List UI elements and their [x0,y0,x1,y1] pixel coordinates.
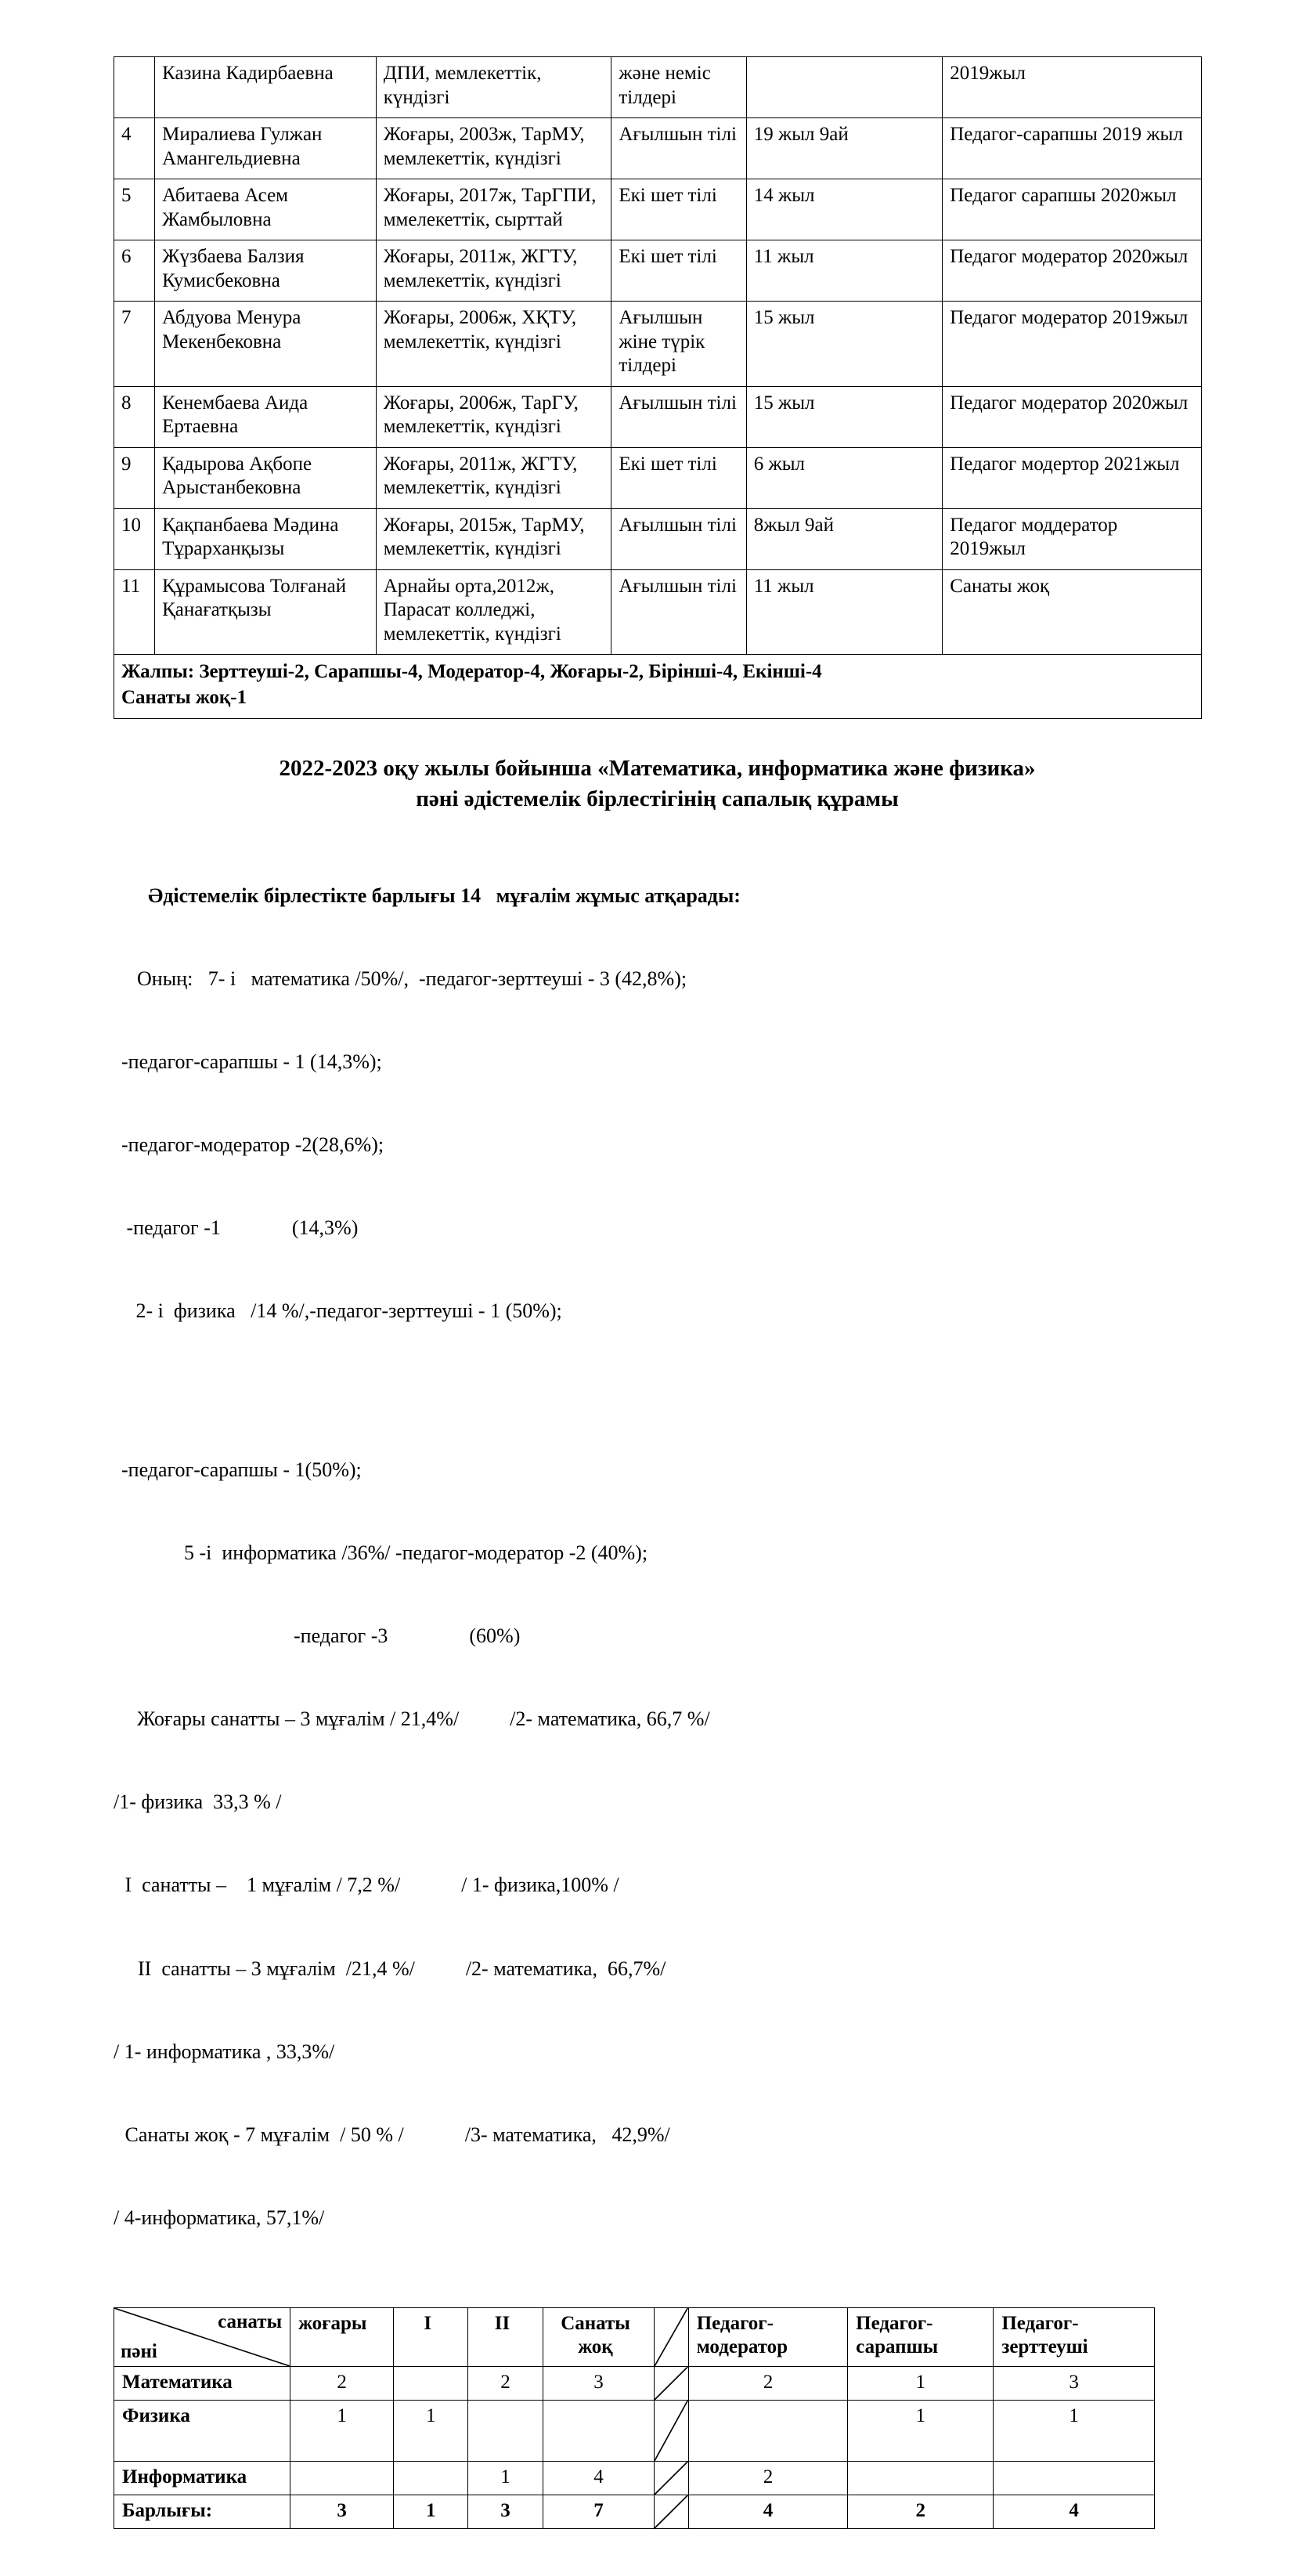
cell-subject: Ағылшын тілі [611,508,746,569]
matrix-cell: 3 [290,2495,394,2528]
matrix-cell: 3 [543,2366,655,2400]
matrix-col-header-5: Педагог-модератор [688,2307,847,2366]
body-line-7: -педагог-сарапшы - 1(50%); [121,1458,362,1482]
cell-subject: Екі шет тілі [611,240,746,302]
matrix-cell [468,2400,543,2461]
cell-subject: және неміс тілдері [611,57,746,118]
body-line-3: -педагог-сарапшы - 1 (14,3%); [121,1050,382,1073]
body-line-14: / 1- информатика , 33,3%/ [114,2039,335,2063]
cell-education: Жоғары, 2006ж, ТарГУ, мемлекеттік, күндізгі [376,386,611,447]
cell-education: Арнайы орта,2012ж, Парасат колледжі, мемлекеттік, күндізгі [376,569,611,655]
matrix-cell: 3 [994,2366,1155,2400]
diagonal-line-icon [655,2308,687,2366]
table-row [114,569,1202,655]
matrix-blank-cell [655,2461,688,2495]
matrix-cell [848,2461,994,2495]
summary-line-1: Жалпы: Зерттеуші-2, Сарапшы-4, Модератор-4, Жоғары-2, Бірінші-4, Екінші-4 [121,661,822,682]
cell-experience [746,57,943,118]
body-line-6: 2- і физика /14 %/,-педагог-зерттеуші - 1 (50%); [131,1299,562,1323]
matrix-cell [994,2461,1155,2495]
matrix-col-header-0: жоғары [290,2307,394,2366]
cell-subject: Ағылшын жіне түрік тілдері [611,302,746,387]
matrix-row [114,2366,1155,2400]
cell-subject: Ағылшын тілі [611,118,746,179]
table-row [114,447,1202,508]
matrix-cell: 4 [543,2461,655,2495]
cell-experience: 15 жыл [746,302,943,387]
matrix-corner-bottom-label: пәні [121,2340,157,2362]
cell-number: 7 [114,302,155,387]
cell-number: 5 [114,179,155,240]
summary-line-2: Санаты жоқ-1 [121,686,247,708]
cell-number: 6 [114,240,155,302]
matrix-col-header-3: Санаты жоқ [543,2307,655,2366]
cell-number [114,57,155,118]
cell-category: 2019жыл [943,57,1202,118]
body-spacer [114,1380,1201,1400]
cell-education: Жоғары, 2011ж, ЖГТУ, мемлекеттік, күндізгі [376,447,611,508]
cell-experience: 19 жыл 9ай [746,118,943,179]
matrix-corner-top-label: санаты [218,2310,283,2332]
heading-line-1: 2022-2023 оқу жылы бойынша «Математика, информатика және физика» [279,756,1036,781]
table-row [114,118,1202,179]
body-line-16: / 4-информатика, 57,1%/ [114,2206,325,2229]
cell-education: Жоғары, 2011ж, ЖГТУ, мемлекеттік, күндізгі [376,240,611,302]
matrix-col-header-6: Педагог-сарапшы [848,2307,994,2366]
cell-category: Педагог-сарапшы 2019 жыл [943,118,1202,179]
matrix-body [114,2307,1155,2528]
matrix-cell: 1 [848,2400,994,2461]
cell-name: Жүзбаева Балзия Кумисбековна [155,240,377,302]
cell-name: Казина Кадирбаевна [155,57,377,118]
table-row [114,386,1202,447]
summary-paragraphs [114,826,1201,2287]
matrix-cell: 4 [688,2495,847,2528]
table-row [114,57,1202,118]
matrix-cell [394,2366,468,2400]
diagonal-line-icon [655,2401,687,2461]
cell-education: ДПИ, мемлекеттік, күндізгі [376,57,611,118]
roster-body [114,57,1202,719]
matrix-cell: 1 [394,2495,468,2528]
matrix-header-row [114,2307,1155,2366]
matrix-row-label: Барлығы: [114,2495,290,2528]
cell-subject: Ағылшын тілі [611,569,746,655]
matrix-blank-header [655,2307,688,2366]
cell-name: Миралиева Гулжан Амангельдиевна [155,118,377,179]
body-line-2: Оның: 7- і математика /50%/, -педагог-зерттеуші - 3 (42,8%); [137,966,687,990]
matrix-cell: 1 [994,2400,1155,2461]
diagonal-line-icon [655,2495,687,2528]
body-line-15: Санаты жоқ - 7 мұғалім / 50 % / /3- математика, 42,9%/ [120,2123,670,2146]
body-line-10: Жоғары санатты – 3 мұғалім / 21,4%/ /2- математика, 66,7 %/ [137,1707,710,1731]
matrix-cell: 2 [688,2461,847,2495]
body-line-11: /1- физика 33,3 % / [114,1790,282,1814]
cell-category: Педагог модератор 2019жыл [943,302,1202,387]
matrix-blank-cell [655,2366,688,2400]
cell-experience: 14 жыл [746,179,943,240]
matrix-col-header-2: ІІ [468,2307,543,2366]
body-line-4: -педагог-модератор -2(28,6%); [121,1133,384,1157]
matrix-cell: 4 [994,2495,1155,2528]
roster-summary-cell [114,655,1202,719]
matrix-row-label: Информатика [114,2461,290,2495]
body-line-1: Әдістемелік бірлестікте барлығы 14 мұғалім жұмыс атқарады: [148,883,741,907]
matrix-cell: 1 [468,2461,543,2495]
cell-name: Абитаева Асем Жамбыловна [155,179,377,240]
cell-experience: 15 жыл [746,386,943,447]
cell-category: Педагог моддератор 2019жыл [943,508,1202,569]
section-heading [135,753,1179,814]
cell-number: 11 [114,569,155,655]
matrix-cell: 2 [688,2366,847,2400]
cell-experience: 11 жыл [746,569,943,655]
table-row [114,302,1202,387]
matrix-total-row [114,2495,1155,2528]
matrix-cell [688,2400,847,2461]
matrix-cell: 1 [848,2366,994,2400]
table-row [114,179,1202,240]
cell-name: Кенембаева Аида Ертаевна [155,386,377,447]
cell-name: Құрамысова Толғанай Қанағатқызы [155,569,377,655]
matrix-row-label: Математика [114,2366,290,2400]
matrix-cell: 1 [394,2400,468,2461]
matrix-row-label: Физика [114,2400,290,2461]
matrix-cell: 2 [468,2366,543,2400]
matrix-cell: 1 [290,2400,394,2461]
teacher-roster-table [114,56,1202,719]
cell-category: Педагог модертор 2021жыл [943,447,1202,508]
cell-number: 10 [114,508,155,569]
cell-name: Абдуова Менура Мекенбековна [155,302,377,387]
diagonal-line-icon [655,2367,687,2400]
matrix-cell: 3 [468,2495,543,2528]
matrix-blank-cell [655,2400,688,2461]
diagonal-line-icon [655,2462,687,2495]
cell-name: Қадырова Ақбопе Арыстанбековна [155,447,377,508]
heading-line-2: пәні әдістемелік бірлестігінің сапалық құрамы [416,786,899,811]
matrix-cell: 2 [848,2495,994,2528]
matrix-corner-cell [114,2307,290,2366]
cell-education: Жоғары, 2017ж, ТарГПИ, ммелекеттік, сырттай [376,179,611,240]
cell-category: Педагог сарапшы 2020жыл [943,179,1202,240]
matrix-blank-cell [655,2495,688,2528]
cell-number: 9 [114,447,155,508]
cell-category: Педагог модератор 2020жыл [943,240,1202,302]
matrix-cell: 2 [290,2366,394,2400]
roster-summary-row [114,655,1202,719]
cell-category: Педагог модератор 2020жыл [943,386,1202,447]
cell-education: Жоғары, 2003ж, ТарМУ, мемлекеттік, күндізгі [376,118,611,179]
cell-number: 8 [114,386,155,447]
cell-education: Жоғары, 2015ж, ТарМУ, мемлекеттік, күндізгі [376,508,611,569]
category-matrix-table [114,2307,1155,2529]
matrix-col-header-7: Педагог-зерттеуші [994,2307,1155,2366]
cell-experience: 11 жыл [746,240,943,302]
matrix-cell [290,2461,394,2495]
matrix-cell [543,2400,655,2461]
cell-education: Жоғары, 2006ж, ХҚТУ, мемлекеттік, күндізгі [376,302,611,387]
cell-subject: Екі шет тілі [611,447,746,508]
body-line-12: І санатты – 1 мұғалім / 7,2 %/ / 1- физика,100% / [120,1873,619,1897]
cell-subject: Екі шет тілі [611,179,746,240]
matrix-cell: 7 [543,2495,655,2528]
body-line-8: 5 -і информатика /36%/ -педагог-модератор -2 (40%); [184,1541,648,1565]
table-row [114,508,1202,569]
cell-name: Қақпанбаева Мәдина Тұрарханқызы [155,508,377,569]
matrix-row [114,2400,1155,2461]
table-row [114,240,1202,302]
body-line-13: ІІ санатты – 3 мұғалім /21,4 %/ /2- математика, 66,7%/ [128,1956,666,1980]
matrix-col-header-1: І [394,2307,468,2366]
body-line-5: -педагог -1 (14,3%) [121,1216,359,1240]
matrix-cell [394,2461,468,2495]
cell-number: 4 [114,118,155,179]
cell-category: Санаты жоқ [943,569,1202,655]
cell-experience: 8жыл 9ай [746,508,943,569]
cell-experience: 6 жыл [746,447,943,508]
matrix-row [114,2461,1155,2495]
cell-subject: Ағылшын тілі [611,386,746,447]
body-line-9: -педагог -3 (60%) [294,1624,521,1648]
